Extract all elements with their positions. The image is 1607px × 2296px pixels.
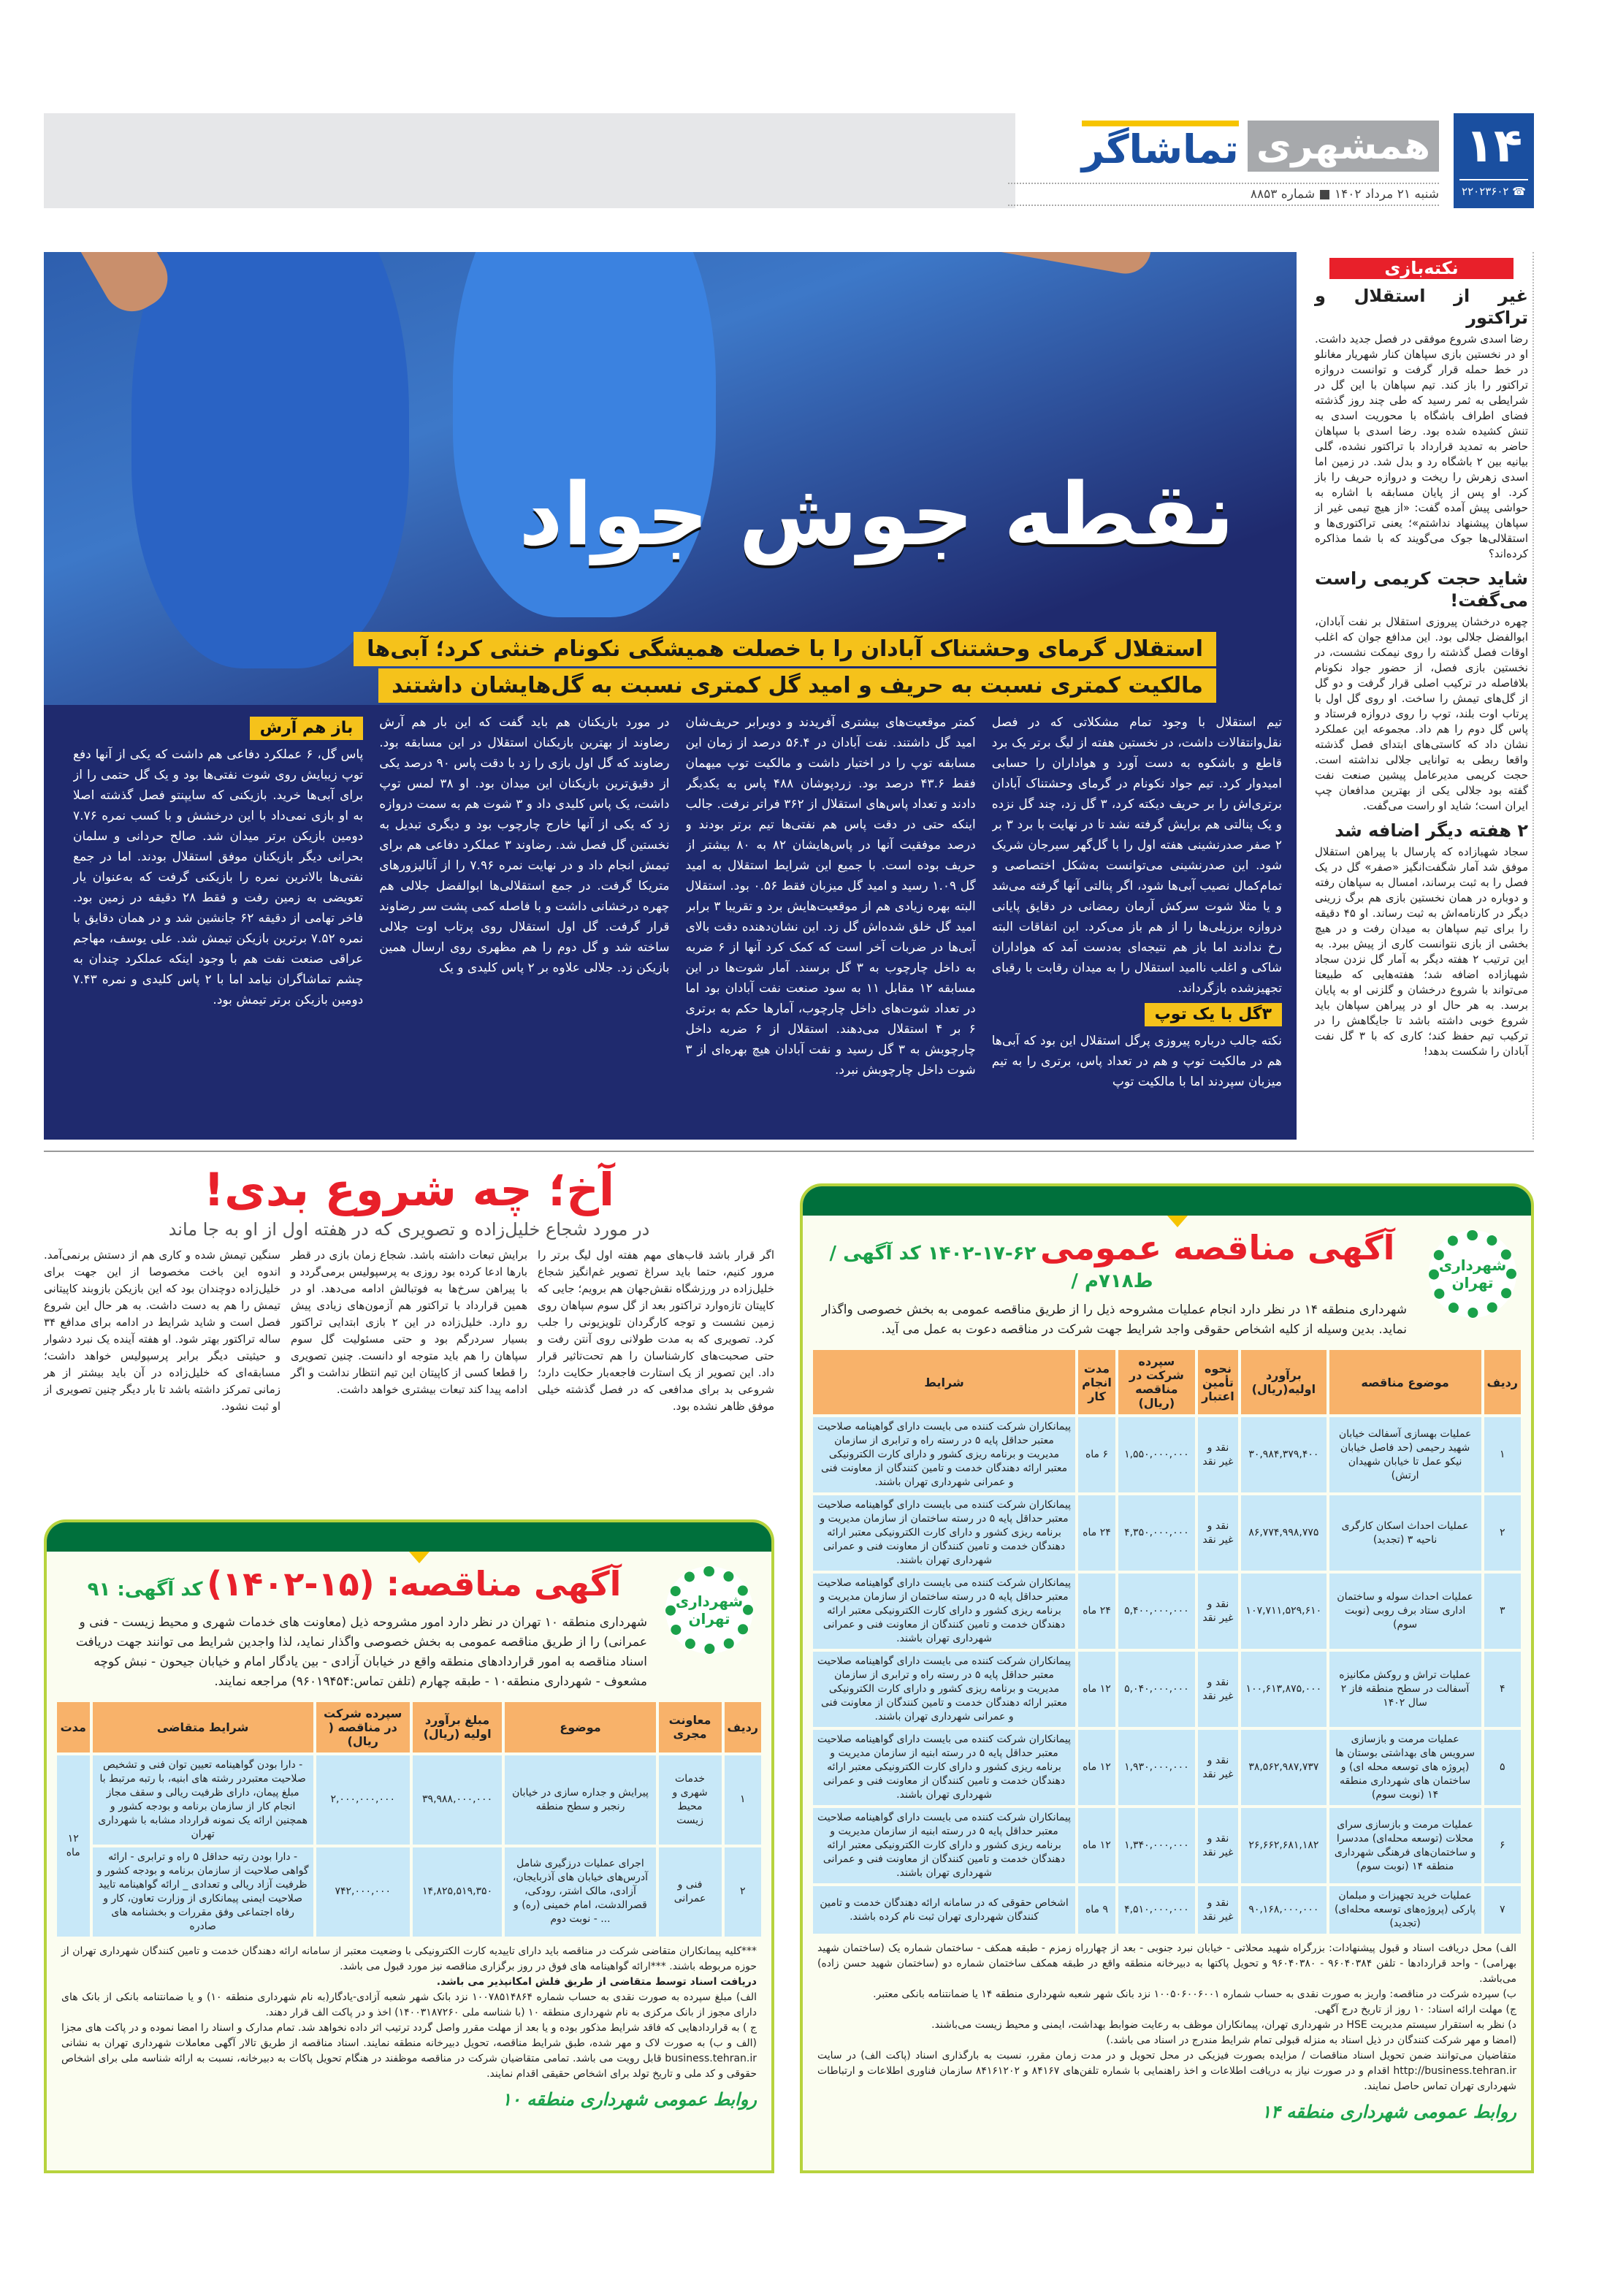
table-row — [813, 1730, 1521, 1805]
ad-signature: روابط عمومی شهرداری منطقه ۱۰ — [502, 2089, 757, 2110]
table-cell: ۹۰,۱۶۸,۰۰۰,۰۰۰ — [1241, 1886, 1327, 1934]
note: ج) مهلت ارائه اسناد: ۱۰ روز از تاریخ درج آگهی. — [1314, 2004, 1516, 2015]
table-cell: ۶ ماه — [1078, 1417, 1115, 1492]
table-cell: ۱,۳۴۰,۰۰۰,۰۰۰ — [1118, 1808, 1195, 1883]
secondary-headline: آخ؛ چه شروع بدی! — [203, 1163, 615, 1216]
subheadline-2: مالکیت کمتری نسبت به حریف و امید گل کمتری نسبت به گل‌هایشان داشتند — [378, 668, 1216, 703]
main-article — [44, 252, 1297, 1140]
ad-intro: شهرداری منطقه ۱۴ در نظر دارد انجام عملیات مشروحه ذیل را از طریق مناقصه عمومی به بخش خصوصی واگذار نماید. بدین وسیله از کلیه اشخاص حقوقی واجد شرایط جهت شرکت در مناقصه دعوت به عمل می آید. — [821, 1303, 1407, 1337]
table-cell: ۳ — [1484, 1574, 1521, 1649]
table-cell: ۱,۹۳۰,۰۰۰,۰۰۰ — [1118, 1730, 1195, 1805]
table-cell: پیمانکاران شرکت کننده می بایست دارای گواهینامه صلاحیت معتبر حداقل پایه ۵ در رسته ابنیه از سازمان مدیریت و برنامه ریزی کشور و دارای کارت الکترونیکی معتبر ارائه دهندگان خدمت و تامین کنندگان از معاونت فنی و عمرانی شهرداری تهران باشند. — [813, 1730, 1075, 1805]
subheadline-1: استقلال گرمای وحشتناک آبادان را با خصلت همیشگی نکونام خنثی کرد؛ آبی‌ها — [354, 632, 1216, 666]
ad-code: کد آگهی: ۹۱ — [87, 1579, 203, 1601]
table-cell: ۵,۴۰۰,۰۰۰,۰۰۰ — [1118, 1574, 1195, 1649]
table-cell: ۹ ماه — [1078, 1886, 1115, 1934]
tehran-municipality-seal: شهرداری تهران — [665, 1566, 753, 1654]
table-cell: ۱۲ ماه — [1078, 1730, 1115, 1805]
ad-notes — [803, 1937, 1531, 2099]
table-cell: نقد و غیر نقد — [1198, 1495, 1238, 1571]
table-cell: پیمانکاران شرکت کننده می بایست دارای گواهینامه صلاحیت معتبر حداقل پایه ۵ در رسته ساختمان از سازمان مدیریت و برنامه ریزی کشور و دارای کارت الکترونیکی معتبر ارائه دهندگان خدمت و تامین کنندگان از معاونت فنی و عمرانی شهرداری تهران باشند. — [813, 1574, 1075, 1649]
table-cell: ۲۶,۶۶۲,۶۸۱,۱۸۲ — [1241, 1808, 1327, 1883]
table-cell: نقد و غیر نقد — [1198, 1652, 1238, 1727]
table-cell: ۱۲ ماه — [1078, 1808, 1115, 1883]
sidebar-title: ۲ هفته دیگر اضافه شد — [1335, 820, 1528, 841]
column: برایش تبعات داشته باشد. شجاع زمان بازی در قطر بارها ادعا کرده بود روزی به پرسپولیس برمی‌گردد و با پیراهن سرخ‌ها به فوتبالش ادامه می‌دهد. او در همین قرارداد با تراکتور هم آزمون‌های زیادی پیش رو دارد. خلیل‌زاده در این ۲ بازی ابتدایی تراکتور بسیار سردرگم بود و حتی مسئولیت گل سوم سپاهان را هم باید متوجه او دانست. چنین تصویری را قطعا کسی از کاپیتان این تیم انتظار نداشت و اگر ادامه پیدا کند تبعات بیشتری خواهد داشت. — [291, 1248, 528, 1396]
sidebar — [1315, 252, 1534, 1140]
table-cell: ۵ — [1484, 1730, 1521, 1805]
table-cell: عملیات احداث اسکان کارگری ناحیه ۳ (تجدید) — [1329, 1495, 1481, 1571]
section-tag: باز هم آرش — [250, 717, 364, 740]
note: (امضا و مهر شرکت کنندگان در ذیل اسناد به منزله قبولی تمام شرایط مندرج در اسناد می باشد.) — [1106, 2034, 1516, 2046]
main-headline: نقطه جوش جواد — [519, 464, 1234, 565]
table-cell: پیمانکاران شرکت کننده می بایست دارای گواهینامه صلاحیت معتبر حداقل پایه ۵ در رسته راه و ترابری از سازمان مدیریت و برنامه ریزی کشور و دارای کارت الکترونیکی معتبر ارائه دهندگان خدمت و تامین کنندگان از معاونت فنی و عمرانی شهرداری تهران باشند. — [813, 1652, 1075, 1727]
table-cell: عملیات مرمت و بازسازی سرویس های بهداشتی بوستان ها (پروژه های توسعه محله ای) و ساختمان های شهرداری منطقه ۱۴ (نوبت سوم) — [1329, 1730, 1481, 1805]
tender-table: ردیف موضوع مناقصه برآورد اولیه(ریال) نحوه تأمین اعتبار سپرده شرکت در مناقصه (ریال) مدت انجام کار شرایط ۱ عملیات بهسازی آسفالت خیابان شهید رحیمی (حد فاصل خیابان نیکو عمل تا خیابان شهیدان ارتش) ۳۰,۹۸۴,۳۷۹,۴۰۰ نقد و غیر نقد ۱,۵۵۰,۰۰۰,۰۰۰ ۶ ماه پیمانکاران شرکت کننده می بایست دارای گواهینامه صلاحیت معتبر حداقل پایه ۵ در رسته راه و ترابری از سازمان مدیریت و برنامه ریزی کشور و دارای کارت الکترونیکی معتبر ارائه دهندگان خدمت و تامین کنندگان از معاونت فنی و عمرانی شهرداری تهران باشند. ۲ عملیات احداث اسکان کارگری ناحیه ۳ (تجدید) ۸۶,۷۷۴,۹۹۸,۷۷۵ نقد و غیر نقد ۴,۳۵۰,۰۰۰,۰۰۰ ۲۴ ماه پیمانکاران شرکت کننده می بایست دارای گواهینامه صلاحیت معتبر حداقل پایه ۵ در رسته ساختمان از سازمان مدیریت و برنامه ریزی کشور و دارای کارت الکترونیکی معتبر ارائه دهندگان خدمت و تامین کنندگان از معاونت فنی و عمرانی شهرداری تهران باشند. ۳ عملیات احداث سوله و ساختمان اداری ستاد برف روبی (نوبت سوم) ۱۰۷,۷۱۱,۵۲۹,۶۱۰ نقد و غیر نقد ۵,۴۰۰,۰۰۰,۰۰۰ ۲۴ ماه پیمانکاران شرکت کننده می بایست دارای گواهینامه صلاحیت معتبر حداقل پایه ۵ در رسته ساختمان از سازمان مدیریت و برنامه ریزی کشور و دارای کارت الکترونیکی معتبر ارائه دهندگان خدمت و تامین کنندگان از معاونت فنی و عمرانی شهرداری تهران باشند. ۴ عملیات تراش و روکش مکانیزه آسفالت در سطح منطقه فاز ۲ سال ۱۴۰۲ ۱۰۰,۶۱۳,۸۷۵,۰۰۰ نقد و غیر نقد ۵,۰۴۰,۰۰۰,۰۰۰ ۱۲ ماه پیمانکاران شرکت کننده می بایست دارای گواهینامه صلاحیت معتبر حداقل پایه ۵ در رسته راه و ترابری از سازمان مدیریت و برنامه ریزی کشور و دارای کارت الکترونیکی معتبر ارائه دهندگان خدمت و تامین کنندگان از معاونت فنی و عمرانی شهرداری تهران باشند. ۵ عملیات مرمت و بازسازی سرویس های بهداشتی بوستان ها (پروژه های توسعه محله ای) و ساختمان های شهرداری منطقه ۱۴ (نوبت سوم) ۳۸,۵۶۲,۹۸۷,۷۳۷ نقد و غیر نقد ۱,۹۳۰,۰۰۰,۰۰۰ ۱۲ ماه پیمانکاران شرکت کننده می بایست دارای گواهینامه صلاحیت معتبر حداقل پایه ۵ در رسته ابنیه از سازمان مدیریت و برنامه ریزی کشور و دارای کارت الکترونیکی معتبر ارائه دهندگان خدمت و تامین کنندگان از معاونت فنی و عمرانی شهرداری تهران باشند. ۶ عملیات مرمت و بازسازی سرای محلات (توسعه محله‌ای) مددسرا و ساختمان‌های فرهنگی شهرداری منطقه ۱۴ (نوبت سوم) ۲۶,۶۶۲,۶۸۱,۱۸۲ نقد و غیر نقد ۱,۳۴۰,۰۰۰,۰۰۰ ۱۲ ماه پیمانکاران شرکت کننده می بایست دارای گواهینامه صلاحیت معتبر حداقل پایه ۵ در رسته ابنیه از سازمان مدیریت و برنامه ریزی کشور و دارای کارت الکترونیکی معتبر ارائه دهندگان خدمت و تامین کنندگان از معاونت فنی و عمرانی شهرداری تهران باشند. ۷ عملیات خرید تجهیزات و مبلمان پارکی (پروژه‌های توسعه محله‌ای) (تجدید) ۹۰,۱۶۸,۰۰۰,۰۰۰ نقد و غیر نقد ۴,۵۱۰,۰۰۰,۰۰۰ ۹ ماه اشخاص حقوقی که در سامانه ارائه دهندگان خدمت و تامین کنندگان شهرداری تهران ثبت نام کرده باشند. — [810, 1347, 1524, 1937]
page-number-box — [1454, 113, 1534, 208]
table-cell: ۳۰,۹۸۴,۳۷۹,۴۰۰ — [1241, 1417, 1327, 1492]
masthead-logo: همشهری تماشاگر — [1008, 121, 1439, 172]
column: باز هم آرش پاس گل، ۶ عملکرد دفاعی هم داشت که یکی از آنها دفع توپ زیبایش روی شوت نفتی‌ها بود و یک گل حتمی را از برای آبی‌ها خرید. بازیکنی که سایپنتو فصل گذشته اصلا به او بازی نمی‌داد با این درخشش و با کسب نمره ۷.۷۶ دومین بازیکن برتر میدان شد. صالح حردانی و سلمان بحرانی دیگر بازیکنان موفق استقلال بودند. اما در جمع نفتی‌ها بالاترین نمره را بازیکنی گرفت که به‌عنوان یار تعویضی به زمین رفت و فقط ۲۸ دقیقه در زمین بود. فاخر تهامی از دقیقه ۶۲ جانشین شد و در همان دقایق با نمره ۷.۵۲ برترین بازیکن تیمش شد. علی یوسف، مهاجم عراقی صنعت نفت هم با وجود اینکه عملکرد چندان به چشم تماشاگران نیامد اما با ۲ پاس کلیدی و نمره ۷.۴۳ دومین بازیکن برتر تیمش بود. — [73, 712, 363, 1129]
table-cell: نقد و غیر نقد — [1198, 1886, 1238, 1934]
phone-icon: ☎ — [1512, 185, 1526, 198]
table-cell: اشخاص حقوقی که در سامانه ارائه دهندگان خدمت و تامین کنندگان شهرداری تهران ثبت نام کرده باشند. — [813, 1886, 1075, 1934]
sidebar-body: رضا اسدی شروع موفقی در فصل جدید داشت. او در نخستین بازی سپاهان کنار شهریار مغانلو در خط حمله قرار گرفت و توانست دروازه تراکتور را باز کند. تیم سپاهان با این گل در شرایطی به ثمر رسید که طی چند روز گذشته فضای اطراف باشگاه با محوریت اسدی به تنش کشیده شده بود. رضا اسدی با سپاهان حاضر به تمدید قرارداد با تراکتور نشده، گلی بیانیه بین ۲ باشگاه رد و بدل شد. در زمین اما اسدی زهرش را ریخت و دروازه حریف را باز کرد. او پس از پایان مسابقه با اشاره به حواشی پیش آمده گفت: «از هیچ تیمی غیر از سپاهان پیشنهاد نداشتم»؛ یعنی تراکتوری‌ها و استقلالی‌ها جوک می‌گویند که با شما مذاکره کرده‌اند؟ — [1315, 332, 1529, 560]
column: تیم استقلال با وجود تمام مشکلاتی که در فصل نقل‌وانتقالات داشت، در نخستین هفته از لیگ برتر یک برد قاطع و باشکوه به دست آورد و هواداران را حسابی امیدوار کرد. تیم جواد نکونام در گرمای وحشتناک آبادان برتری‌اش را بر حریف دیکته کرد، ۳ گل زد، چند گل نزده و یک پنالتی هم برایش گرفته نشد تا در نهایت با برد ۳ بر ۲ صفر صدرنشینی هفته اول را با گل‌گهر سیرجان شریک شود. این صدرنشینی می‌توانست به‌شکل اختصاصی و تمام‌کمال نصیب آبی‌ها شود، اگر پنالتی آنها گرفته می‌شد و یا مثلا شوت سرکش آرمان رمضانی در دقایق پایانی دروازه برزیلی‌ها را از هم باز می‌کرد. این اتفاقات البته رخ ندادند اما باز هم نتیجه‌ای به‌دست آمد که هواداران شاکی و اغلب ناامید استقلال را به میدان رقابت با رقبای تجهیزشده بازگرداند. ۳گل با یک توپ نکته جالب درباره پیروزی پرگل استقلال این بود که آبی‌ها هم در مالکیت توپ و هم در تعداد پاس، برتری را به تیم میزبان سپردند اما با مالکیت توپ — [991, 715, 1282, 1089]
sidebar-title: غیر از استقلال و تراکتور — [1315, 286, 1528, 328]
table-row: ۲ فنی و عمرانی اجرای عملیات درزگیری شامل آدرس‌های خیابان های آذربایجان، آزادی، مالک اشتر، رودکی، قصرالدشت، امام خمینی (ره) و ... - نوبت دوم ۱۴,۸۲۵,۵۱۹,۳۵۰ ۷۴۲,۰۰۰,۰۰۰ - دارا بودن رتبه حداقل ۵ راه و ترابری - ارائه گواهی صلاحیت از سازمان برنامه و بودجه کشور و ظرفیت آزاد ریالی و تعدادی _ ارائه گواهینامه تایید صلاحیت ایمنی پیمانکاری از وزارت تعاون، کار و رفاه اجتماعی وفق مقررات و بخشنامه های صادره — [57, 1847, 761, 1937]
sidebar-label: نکته‌بازی — [1329, 258, 1514, 279]
table-cell: ۳۸,۵۶۲,۹۸۷,۷۳۷ — [1241, 1730, 1327, 1805]
tender-ad-region-10 — [44, 1519, 774, 2173]
table-cell: ۱۰۷,۷۱۱,۵۲۹,۶۱۰ — [1241, 1574, 1327, 1649]
tender-table: ردیف معاونت مجری موضوع مبلغ برآورد اولیه (ریال) سپرده شرکت در مناقصه ( ریال) شرایط متقاضی مدت ۱ خدمات شهری و محیط زیست پیرایش و جداره سازی در خیابان رنجبر و سطح منطقه ۳۹,۹۸۸,۰۰۰,۰۰۰ ۲,۰۰۰,۰۰۰,۰۰۰ - دارا بودن گواهینامه تعیین توان فنی و تشخیص صلاحیت معتبردر رشته های ابنیه، با رتبه مرتبط با مبلغ پیمان، دارای ظرفیت ریالی و سقف مجاز انجام کار از سازمان برنامه و بودجه کشور و همچنین ارائه یک نمونه قرارداد مشابه با شهرداری تهران ۱۲ ماه ۲ فنی و عمرانی اجرای عملیات درزگیری شامل آدرس‌های خیابان های آذربایجان، آزادی، مالک اشتر، رودکی، قصرالدشت، امام خمینی (ره) و ... - نوبت دوم ۱۴,۸۲۵,۵۱۹,۳۵۰ ۷۴۲,۰۰۰,۰۰۰ - دارا بودن رتبه حداقل ۵ راه و ترابری - ارائه گواهی صلاحیت از سازمان برنامه و بودجه کشور و ظرفیت آزاد ریالی و تعدادی _ ارائه گواهینامه تایید صلاحیت ایمنی پیمانکاری از وزارت تعاون، کار و رفاه اجتماعی وفق مقررات و بخشنامه های صادره — [54, 1699, 764, 1940]
table-cell: ۲ — [1484, 1495, 1521, 1571]
table-cell: نقد و غیر نقد — [1198, 1808, 1238, 1883]
section-divider — [44, 1151, 1534, 1152]
sidebar-title: شاید حجت کریمی راست می‌گفت! — [1315, 568, 1528, 611]
tehran-municipality-seal: شهرداری تهران — [1429, 1230, 1516, 1318]
table-cell: عملیات احداث سوله و ساختمان اداری ستاد برف روبی (نوبت سوم) — [1329, 1574, 1481, 1649]
table-row — [813, 1574, 1521, 1649]
sidebar-body: سجاد شهبازاده که پارسال با پیراهن استقلال موفق شد آمار شگفت‌انگیز «صفر» گل در یک فصل را به ثبت برساند، امسال به سپاهان رفته و دوباره در همان نخستین بازی هم برگ زرینی دیگر در کارنامه‌اش به ثبت رساند. او ۴۵ دقیقه را برای تیم سپاهان به میدان رفت و در هیچ بخشی از بازی نتوانست کاری از پیش ببرد. به این ترتیب ۲ هفته دیگر به آمار گل نزدن سجاد شهبازاده اضافه شد؛ هفته‌هایی که طبیعتا می‌تواند با شروع درخشان و گلزنی او به پایان برسد. به هر حال او در پیراهن سپاهان باید شروع خوبی داشته باشد تا جایگاهش را در ترکیب تیم حفظ کند؛ کاری که با ۳ گل نفت آبادان را شکست بدهد! — [1315, 845, 1528, 1058]
column: در مورد بازیکنان هم باید گفت که این بار هم آرش رضاوند از بهترین بازیکنان استقلال در این مسابقه بود. رضاوند که گل اول بازی را زد با دقت پاس ۹۰ درصد یکی از دقیق‌ترین بازیکنان این میدان بود. او ۳۸ لمس توپ داشت، یک پاس کلیدی داد و ۳ شوت هم به سمت دروازه زد که یکی از آنها خارج چارچوب بود و دیگری تبدیل به نخستین گل فصل شد. رضاوند ۳ عملکرد دفاعی هم برای تیمش انجام داد و در نهایت نمره ۷.۹۶ را از آنالیزورهای متریکا گرفت. در جمع استقلالی‌ها ابوالفضل جلالی هم چهره درخشانی داشت و با فاصله کمی پشت سر رضاوند قرار گرفت. گل اول استقلال روی پرتاب اوت جلالی ساخته شد و گل دوم را هم مظهری روی ارسال همین بازیکن زد. جلالی علاوه بر ۲ پاس کلیدی و یک — [379, 715, 670, 975]
table-cell: پیمانکاران شرکت کننده می بایست دارای گواهینامه صلاحیت معتبر حداقل پایه ۵ در رسته ابنیه از سازمان مدیریت و برنامه ریزی کشور و دارای کارت الکترونیکی معتبر ارائه دهندگان خدمت و تامین کنندگان از معاونت فنی و عمرانی شهرداری تهران باشند. — [813, 1808, 1075, 1883]
table-cell: ۱,۵۵۰,۰۰۰,۰۰۰ — [1118, 1417, 1195, 1492]
column: کمتر موقعیت‌های بیشتری آفریدند و دوبرابر حریف‌شان امید گل داشتند. نفت آبادان در ۵۶.۴ درصد از زمان این مسابقه توپ را در اختیار داشت و مالکیت توپ میهمان فقط ۴۳.۶ درصد بود. زردپوشان ۴۸۸ پاس به یکدیگر دادند و تعداد پاس‌های استقلال از ۳۶۲ فراتر نرفت. جالب اینکه حتی در دقت پاس هم نفتی‌ها تیم برتر بودند و درصد موفقیت آنها در پاس‌هایشان ۸۲ به ۸۰ بیشتر از حریف بوده است. با جمیع این شرایط استقلال به امید گل ۱.۰۹ رسید و امید گل میزبان فقط ۰.۵۶ بود. استقلال البته بهره زیادی هم از موقعیت‌هایش برد و تقریبا ۳ برابر امید گل خلق شده‌اش گل زد. این نشان‌دهنده دقت بالای آبی‌ها در ضربات آخر است که کمک کرد آنها از ۶ ضربه به داخل چارچوب به ۳ گل برسند. آمار شوت‌ها در این مسابقه ۱۲ مقابل ۱۱ به سود صنعت نفت آبادان بود اما در تعداد شوت‌های داخل چارچوب، آمارها حکم به برتری ۶ بر ۴ استقلال می‌دهند. استقلال از ۶ ضربه داخل چارچوبش به ۳ گل رسید و نفت آبادان هیچ بهره‌ای از ۳ شوت داخل چارچوبش نبرد. — [685, 715, 976, 1078]
note: د) نظر به استقرار سیستم مدیریت HSE در شهرداری تهران، پیمانکاران موظف به رعایت ضوابط بهداشت، ایمنی و محیط زیست می‌باشند. — [931, 2019, 1516, 2031]
table-cell: عملیات بهسازی آسفالت خیابان شهید رحیمی (حد فاصل خیابان نیکو عمل تا خیابان شهیدان ارتش) — [1329, 1417, 1481, 1492]
table-cell: ۴,۳۵۰,۰۰۰,۰۰۰ — [1118, 1495, 1195, 1571]
column: اگر قرار باشد قاب‌های مهم هفته اول لیگ برتر را مرور کنیم، حتما باید سراغ تصویر غم‌انگیز شجاع خلیل‌زاده در ورزشگاه نقش‌جهان هم برویم؛ جایی که کاپیتان تازه‌وارد تراکتور بعد از گل سوم سپاهان روی زمین نشست و توجه کارگردان تلویزیونی را جلب کرد. تصویری که به مدت طولانی روی آنتن رفت و حتی صحبت‌های کارشناسان را هم تحت‌تاثیر قرار داد. این تصویر از یک استارت فاجعه‌بار حکایت دارد؛ شروعی بد برای مدافعی که در فصل گذشته خیلی موفق ظاهر نشده بود. — [538, 1248, 774, 1413]
table-cell: پیمانکاران شرکت کننده می بایست دارای گواهینامه صلاحیت معتبر حداقل پایه ۵ در رسته راه و ترابری از سازمان مدیریت و برنامه ریزی کشور و دارای کارت الکترونیکی معتبر ارائه دهندگان خدمت و تامین کنندگان از معاونت فنی و عمرانی شهرداری تهران باشند. — [813, 1417, 1075, 1492]
table-cell: ۴,۵۱۰,۰۰۰,۰۰۰ — [1118, 1886, 1195, 1934]
ad-notes: ***کلیه پیمانکاران متقاضی شرکت در مناقصه باید دارای تاییدیه کارت الکترونیکی با وضعیت معتبر از سامانه ارائه دهندگان خدمت و تامین کنندگان شهرداری تهران از حوزه مربوطه باشند. ***ارائه گواهینامه های فوق در روز برگزاری مناقصه نیز مورد قبول می باشد. دریافت اسناد توسط متقاضی از طریق فلش امکانپذیر می باشد. الف) مبلغ سپرده به صورت نقدی به حساب شماره ۱۰۰۷۸۵۱۴۸۶۴ نزد بانک شهر شعبه آزادی-یادگار(به نام شهرداری منطقه ۱۰) و یا ضمانتنامه بانکی از بانک های دارای مجوز از بانک مرکزی به نام شهرداری منطقه ۱۰ (با شناسه ملی ۱۴۰۰۳۱۸۷۲۶۰) اخذ و در پاکت الف قرار دهند. ج ) به قراردادهایی که فاقد شرایط مذکور بوده و یا بعد از مهلت مقرر واصل گردد ترتیب اثر داده نخواهد شد. تمام مدارک و اسناد را امضا نموده و در پاکت های مجزا (الف و ب) به صورت لاک و مهر شده، طبق شرایط مناقصه، تحویل دبیرخانه منطقه نمایند. اسناد مناقصه از طریق تالار آگهی معاملات شهرداری تهران به نشانی business.tehran.ir قابل رویت می باشد. تمامی متقاضیان شرکت در مناقصه موظفند در هنگام تحویل پاکات به دبیرخانه، نسبت به ارائه شناسه ملی برای اشخاص حقوقی و کد ملی و تاریخ تولد برای اشخاص حقیقی اقدام نمایند. — [61, 1945, 757, 2080]
table-cell: ۸۶,۷۷۴,۹۹۸,۷۷۵ — [1241, 1495, 1327, 1571]
table-row — [813, 1808, 1521, 1883]
table-cell: ۲۴ ماه — [1078, 1574, 1115, 1649]
section-tag: ۳گل با یک توپ — [1145, 1003, 1282, 1026]
note: الف) محل دریافت اسناد و قبول پیشنهادات: بزرگراه شهید محلاتی - خیابان نبرد جنوبی - بعد از چهارراه زمزم - طبقه همکف - ساختمان شماره یک (ساختمان شهید بهرامی) - واحد قراردادها - تلفن ۹۶۰۴۰۳۸۴ - ۹۶۰۴۰۳۸۰ و تحویل پاکتها به دبیرخانه منطقه واقع در طبقه همکف ساختمان شماره دو (ساختمان شهید حسن زاده) می‌باشد. — [817, 1942, 1516, 1985]
table-cell: نقد و غیر نقد — [1198, 1730, 1238, 1805]
ad-intro: شهرداری منطقه ۱۰ تهران در نظر دارد امور مشروحه ذیل (معاونت های خدمات شهری و محیط زیست - فنی و عمرانی) را از طریق مناقصه عمومی به بخش خصوصی واگذار نماید، لذا واجدین شرایط می توانند جهت دریافت اسناد مناقصه به امور قراردادهای منطقه واقع در خیابان آزادی - بین یادگار امام و خیابان جیحون - نبش کوچه مشعوف - شهرداری منطقه۱۰ - طبقه چهارم (تلفن تماس:۹۶۰۱۹۴۵۴) مراجعه نمایند. — [75, 1614, 647, 1689]
table-cell: نقد و غیر نقد — [1198, 1417, 1238, 1492]
table-row — [813, 1495, 1521, 1571]
table-row — [813, 1417, 1521, 1492]
secondary-lead: در مورد شجاع خلیل‌زاده و تصویری که در هفته اول از او به جا ماند — [168, 1219, 650, 1240]
note: ب) سپرده شرکت در مناقصه: واریز به صورت نقدی به حساب شماره ۱۰۰۵۰۶۰۰۶۰۰۱ نزد بانک شهر شعبه شهرداری منطقه ۱۴ یا ضمانتنامه بانکی معتبر. — [873, 1988, 1516, 2000]
dateline: شنبه ۲۱ مرداد ۱۴۰۲ ■ شماره ۸۸۵۳ — [1008, 183, 1439, 206]
table-cell: ۶ — [1484, 1808, 1521, 1883]
table-cell: عملیات مرمت و بازسازی سرای محلات (توسعه محله‌ای) مددسرا و ساختمان‌های فرهنگی شهرداری منطقه ۱۴ (نوبت سوم) — [1329, 1808, 1481, 1883]
table-cell: ۲۴ ماه — [1078, 1495, 1115, 1571]
table-cell: عملیات تراش و روکش مکانیزه آسفالت در سطح منطقه فاز ۲ سال ۱۴۰۲ — [1329, 1652, 1481, 1727]
header-band — [44, 113, 1015, 208]
table-cell: پیمانکاران شرکت کننده می بایست دارای گواهینامه صلاحیت معتبر حداقل پایه ۵ در رسته ساختمان از سازمان مدیریت و برنامه ریزی کشور و دارای کارت الکترونیکی معتبر ارائه دهندگان خدمت و تامین کنندگان از معاونت فنی و عمرانی شهرداری تهران باشند. — [813, 1495, 1075, 1571]
table-row — [813, 1652, 1521, 1727]
table-row: ۱ خدمات شهری و محیط زیست پیرایش و جداره سازی در خیابان رنجبر و سطح منطقه ۳۹,۹۸۸,۰۰۰,۰۰۰ ۲,۰۰۰,۰۰۰,۰۰۰ - دارا بودن گواهینامه تعیین توان فنی و تشخیص صلاحیت معتبردر رشته های ابنیه، با رتبه مرتبط با مبلغ پیمان، دارای ظرفیت ریالی و سقف مجاز انجام کار از سازمان برنامه و بودجه کشور و همچنین ارائه یک نمونه قرارداد مشابه با شهرداری تهران ۱۲ ماه — [57, 1755, 761, 1845]
ad-signature: روابط عمومی شهرداری منطقه ۱۴ — [1261, 2102, 1516, 2122]
ad-title: آگهی مناقصه: (۱۵-۱۴۰۲) — [207, 1564, 622, 1603]
table-cell: نقد و غیر نقد — [1198, 1574, 1238, 1649]
page-number: ۱۴ — [1465, 119, 1523, 173]
table-cell: ۵,۰۴۰,۰۰۰,۰۰۰ — [1118, 1652, 1195, 1727]
sidebar-body: چهره درخشان پیروزی استقلال بر نفت آبادان، ابوالفضل جلالی بود. این مدافع جوان که اغلب اوقات فصل گذشته را روی نیمکت نشست، در نخستین بازی فصل، از حضور جواد نکونام بلافاصله در ترکیب اصلی قرار گرفت و دو گل از گل‌های تیمش را ساخت. او روی گل اول با پرتاب اوت بلند، توپ را روی دروازه فرستاد و پاس گل دوم را هم داد. مجموعه این عملکرد نشان داد که کاستی‌های ابتدای فصل گذشته واقعا ربطی به توانایی جلالی نداشته است. حجت کریمی مدیرعامل پیشین صنعت نفت گفته بود جلالی یکی از بهترین مدافعان چپ ایران است؛ شاید او راست می‌گفت. — [1315, 615, 1528, 812]
table-cell: ۱۲ ماه — [1078, 1652, 1115, 1727]
table-cell: ۷ — [1484, 1886, 1521, 1934]
table-cell: عملیات خرید تجهیزات و مبلمان پارکی (پروژه‌های توسعه محله‌ای) (تجدید) — [1329, 1886, 1481, 1934]
ad-title: آگهی مناقصه عمومی — [1040, 1228, 1395, 1267]
phone-number: ☎ ۲۲۰۲۳۶۰۲ — [1459, 179, 1528, 198]
note: متقاضیان می‌توانند ضمن تحویل اسناد مناقصات / مزایده بصورت فیزیکی در محل تحویل و در مدت زمان مقرر، نسبت به بارگذاری اسناد (پاکت الف) در سایت http://business.tehran.ir اقدام و در صورت نیاز به دریافت اطلاعات و اخذ راهنمایی با شماره تلفن‌های ۸۴۱۶۷ و ۸۴۱۶۱۲۰۲ سازمان فناوری اطلاعات و ارتباطات شهرداری تهران تماس حاصل نمایند. — [817, 2050, 1516, 2092]
table-cell: ۴ — [1484, 1652, 1521, 1727]
article-body — [73, 712, 1282, 1129]
tender-ad-region-14 — [800, 1183, 1534, 2173]
secondary-article — [44, 1158, 774, 1509]
column: سنگین تیمش شده و کاری هم از دستش برنمی‌آمد. اندوه این باخت مخصوصا از این جهت برای خلیل‌زاده دوچندان بود که این بازیکن بازوبند کاپیتانی تیمش را هم به دست داشت. به هر حال این شروع فصل است و شاید شرایط در ادامه برای مدافع ۳۴ ساله تراکتور بهتر شود. او هفته آینده یک نبرد دشوار و حیثیتی دیگر برابر پرسپولیس خواهد داشت؛ مسابقه‌ای که خلیل‌زاده در آن باید بیشتر از هر زمانی تمرکز داشته باشد تا بار دیگر چنین تصویری از او ثبت نشود. — [44, 1248, 280, 1413]
table-cell: ۱۰۰,۶۱۳,۸۷۵,۰۰۰ — [1241, 1652, 1327, 1727]
table-cell: ۱ — [1484, 1417, 1521, 1492]
table-row — [813, 1886, 1521, 1934]
ad-code: ۶۲-۱۷-۱۴۰۲ کد آگهی / ط۷۱۸م / — [829, 1243, 1153, 1292]
